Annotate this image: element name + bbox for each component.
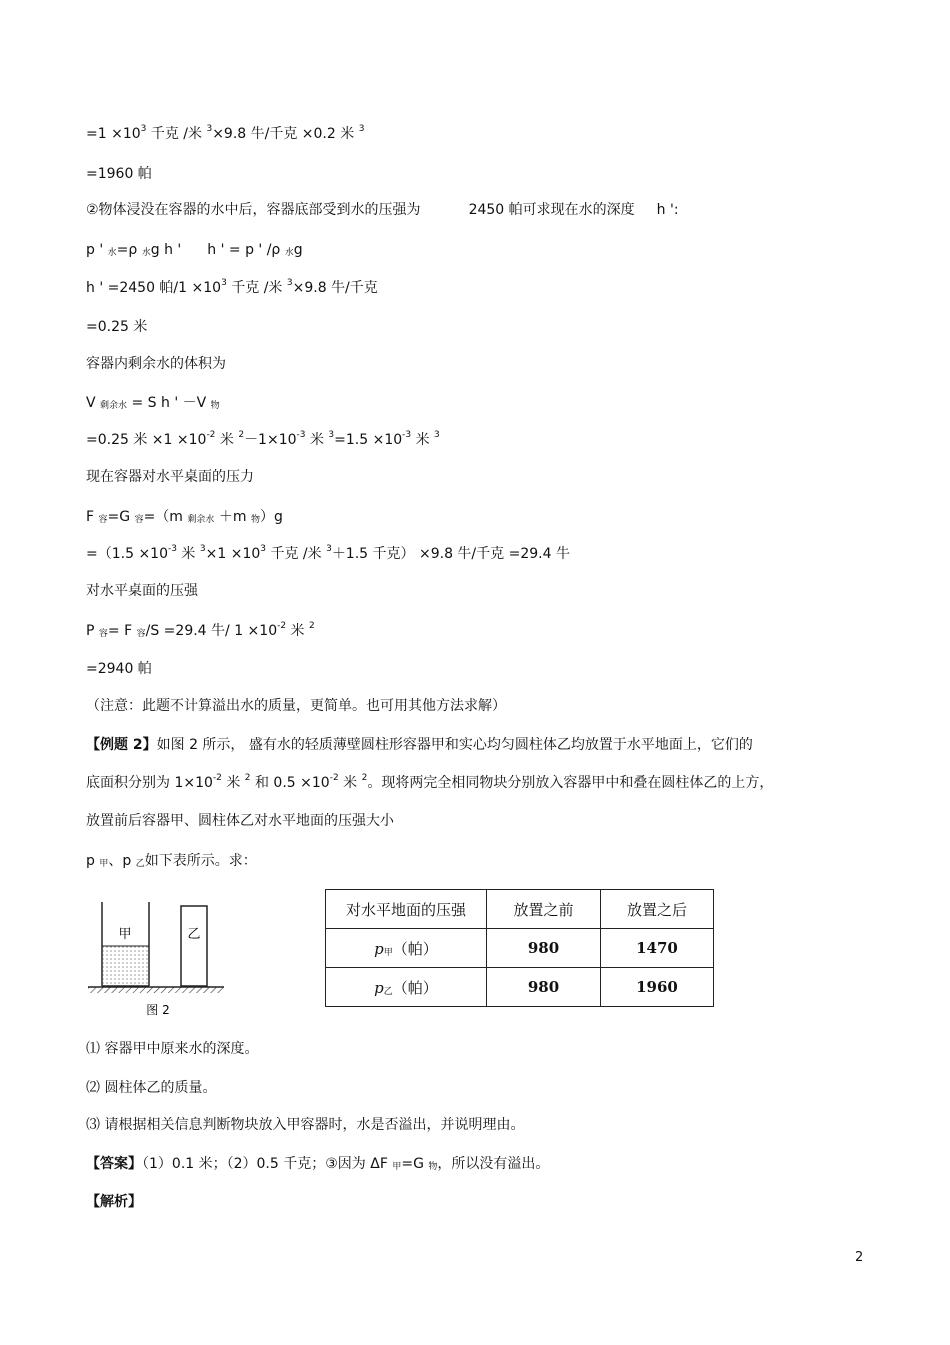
line-10: 现在容器对水平桌面的压力 <box>86 469 254 485</box>
line-20 <box>86 851 257 871</box>
sub: 物 <box>250 515 260 525</box>
text: ＋1.5 千克） ×9.8 牛/千克 =29.4 牛 <box>331 546 570 562</box>
line-5 <box>86 278 378 298</box>
water <box>103 946 148 985</box>
text: ×1 ×10 <box>205 546 261 562</box>
sub: 甲 <box>383 947 393 958</box>
exp: 3 <box>434 430 440 440</box>
line-2: =1960 帕 <box>86 166 152 182</box>
text: ×9.8 牛/千克 ×0.2 米 <box>212 126 359 142</box>
text: ，所以没有溢出。 <box>437 1156 550 1172</box>
ground <box>88 987 224 993</box>
text: 千克 /米 <box>266 546 327 562</box>
answer-line <box>86 1154 549 1174</box>
line-13: 对水平桌面的压强 <box>86 583 198 599</box>
figure-caption: 图 2 <box>146 1003 170 1017</box>
sub: 水 <box>141 248 151 258</box>
line-9 <box>86 430 440 450</box>
text: －1×10 <box>244 432 297 448</box>
text: = S h ' －V <box>127 395 211 411</box>
text: 底面积分别为 1×10 <box>86 775 213 791</box>
line-7: 容器内剩余水的体积为 <box>86 356 226 372</box>
exp: 3 <box>326 544 332 554</box>
text: 和 0.5 ×10 <box>250 775 330 791</box>
text: （1）0.1 米；（2）0.5 千克；③因为 ΔF <box>142 1156 393 1172</box>
line-19: 放置前后容器甲、圆柱体乙对水平地面的压强大小 <box>86 813 394 829</box>
text: 米 <box>221 775 245 791</box>
sub: 甲 <box>99 859 109 869</box>
symbol: p <box>374 939 384 958</box>
text: 米 <box>176 546 200 562</box>
line-8 <box>86 393 220 413</box>
exp: 3 <box>199 544 206 554</box>
table-header: 放置之前 <box>487 890 601 929</box>
text: 千克 /米 <box>146 126 207 142</box>
symbol: p <box>374 978 384 997</box>
text: =（1.5 ×10 <box>86 546 168 562</box>
table-header-row <box>326 890 714 929</box>
text: =ρ <box>116 242 142 258</box>
exp: 2 <box>361 773 368 783</box>
label-jia: 甲 <box>118 927 132 942</box>
line-1 <box>86 124 364 144</box>
text: =1 ×10 <box>86 126 141 142</box>
line-15: =2940 帕 <box>86 661 152 677</box>
line-3 <box>86 200 679 220</box>
sub: 乙 <box>135 859 145 869</box>
exp: 3 <box>286 278 293 288</box>
row-label <box>326 968 487 1007</box>
exp: -2 <box>277 621 287 631</box>
row-label <box>326 929 487 968</box>
text: 米 <box>411 432 435 448</box>
sub: 剩余水 <box>100 401 128 411</box>
sub: 容 <box>136 629 146 639</box>
text: p <box>86 853 100 869</box>
text: ②物体浸没在容器的水中后，容器底部受到水的压强为 <box>86 202 421 218</box>
exp: 2 <box>238 430 245 440</box>
text: P <box>86 623 99 639</box>
label-yi: 乙 <box>187 927 201 942</box>
cell-after: 1960 <box>601 968 714 1007</box>
exp: 3 <box>358 124 365 134</box>
text: /S =29.4 牛/ 1 ×10 <box>145 623 278 639</box>
table-header: 放置之后 <box>601 890 714 929</box>
text: V <box>86 395 101 411</box>
text: 2450 帕可求现在水的深度 <box>468 202 635 218</box>
exp: 2 <box>244 773 251 783</box>
text: p ' <box>86 242 108 258</box>
text: 米 <box>338 775 362 791</box>
text: 千克 /米 <box>226 280 287 296</box>
question-1: ⑴ 容器甲中原来水的深度。 <box>86 1041 259 1057</box>
line-17 <box>86 735 753 755</box>
line-12 <box>86 544 570 564</box>
sub: 物 <box>210 401 220 411</box>
line-18 <box>86 773 773 793</box>
text: F <box>86 509 99 525</box>
sub: 水 <box>107 248 117 258</box>
cell-after: 1470 <box>601 929 714 968</box>
text: h ' =2450 帕/1 ×10 <box>86 280 222 296</box>
sub: 乙 <box>383 986 393 997</box>
text: =1.5 ×10 <box>334 432 403 448</box>
example-tag: 【例题 2】 <box>86 737 157 753</box>
page-number: 2 <box>855 1250 864 1265</box>
text: 如下表所示。求： <box>144 853 257 869</box>
unit: （帕） <box>392 939 438 958</box>
text: 米 <box>215 432 239 448</box>
question-2: ⑵ 圆柱体乙的质量。 <box>86 1080 217 1096</box>
text: h ': <box>656 202 679 218</box>
text: 米 <box>286 623 309 639</box>
text: ）g <box>259 509 283 525</box>
text: = F <box>107 623 137 639</box>
table-row <box>326 968 714 1007</box>
text: 如图 2 所示， 盛有水的轻质薄壁圆柱形容器甲和实心均匀圆柱体乙均放置于水平地面上，它们的 <box>156 737 753 753</box>
exp: -3 <box>168 544 177 554</box>
text: =0.25 米 ×1 ×10 <box>86 432 207 448</box>
answer-tag: 【答案】 <box>86 1156 142 1172</box>
exp: -2 <box>206 430 216 440</box>
question-3: ⑶ 请根据相关信息判断物块放入甲容器时，水是否溢出，并说明理由。 <box>86 1117 525 1133</box>
line-16: （注意：此题不计算溢出水的质量，更简单。也可用其他方法求解） <box>86 698 506 714</box>
exp: 3 <box>221 278 227 288</box>
text: 、p <box>108 853 136 869</box>
exp: -2 <box>329 773 339 783</box>
line-6: =0.25 米 <box>86 319 148 335</box>
line-14 <box>86 621 315 641</box>
text: 米 <box>305 432 329 448</box>
cylinder-yi <box>181 906 207 986</box>
exp: -3 <box>402 430 412 440</box>
pressure-table <box>325 889 714 1007</box>
line-11 <box>86 507 283 527</box>
exp: 3 <box>260 544 266 554</box>
text: ×9.8 牛/千克 <box>292 280 378 296</box>
sub: 水 <box>284 248 294 258</box>
text: =G <box>401 1156 429 1172</box>
unit: （帕） <box>392 978 438 997</box>
table-header: 对水平地面的压强 <box>326 890 487 929</box>
table-row <box>326 929 714 968</box>
text: =G <box>107 509 135 525</box>
exp: 2 <box>309 621 315 631</box>
exp: 3 <box>328 430 335 440</box>
exp: 3 <box>206 124 213 134</box>
line-4 <box>86 240 303 260</box>
sub: 甲 <box>392 1162 402 1172</box>
text: =（m <box>143 509 188 525</box>
sub: 剩余水 <box>187 515 215 525</box>
sub: 容 <box>98 629 108 639</box>
exp: 3 <box>140 124 147 134</box>
exp: -2 <box>212 773 222 783</box>
analysis-tag: 【解析】 <box>86 1194 142 1210</box>
sub: 容 <box>134 515 144 525</box>
cell-before: 980 <box>487 929 601 968</box>
text: g h ' <box>150 242 182 258</box>
text: 。现将两完全相同物块分别放入容器甲中和叠在圆柱体乙的上方， <box>367 775 774 791</box>
figure-2 <box>86 898 226 1022</box>
cell-before: 980 <box>487 968 601 1007</box>
exp: -3 <box>296 430 306 440</box>
sub: 容 <box>98 515 108 525</box>
container-diagram <box>86 898 226 1022</box>
text: ＋m <box>214 509 251 525</box>
text: g <box>293 242 303 258</box>
text: h ' = p ' /ρ <box>207 242 285 258</box>
sub: 物 <box>428 1162 438 1172</box>
